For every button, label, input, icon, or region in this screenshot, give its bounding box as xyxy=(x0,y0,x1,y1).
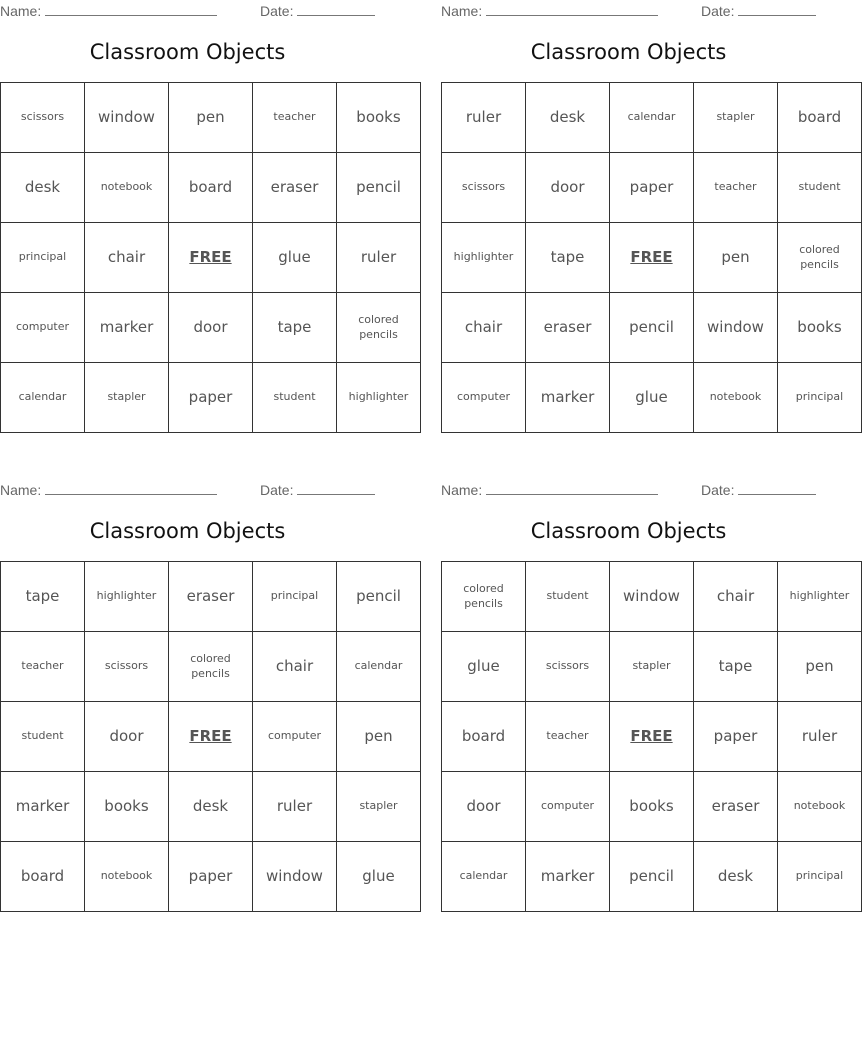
date-field xyxy=(701,481,816,498)
bingo-row xyxy=(1,153,421,223)
date-label: Date: xyxy=(701,3,735,19)
bingo-cell: glue xyxy=(253,223,337,293)
bingo-cell: tape xyxy=(1,562,85,632)
bingo-cell: principal xyxy=(778,363,862,433)
bingo-cell: board xyxy=(1,842,85,912)
bingo-cell: window xyxy=(694,293,778,363)
bingo-row xyxy=(442,153,862,223)
bingo-row xyxy=(1,293,421,363)
card-header xyxy=(0,2,375,20)
bingo-cell: calendar xyxy=(442,842,526,912)
bingo-row xyxy=(1,842,421,912)
bingo-cell: marker xyxy=(526,363,610,433)
bingo-cell: principal xyxy=(253,562,337,632)
name-blank-line xyxy=(45,481,217,495)
bingo-card-4 xyxy=(441,479,850,919)
bingo-cell: books xyxy=(610,772,694,842)
bingo-cell: calendar xyxy=(337,632,421,702)
date-field xyxy=(701,2,816,19)
bingo-grid xyxy=(441,561,862,912)
free-space: FREE xyxy=(610,223,694,293)
bingo-cell: notebook xyxy=(85,153,169,223)
bingo-cell: student xyxy=(778,153,862,223)
bingo-cell: eraser xyxy=(526,293,610,363)
bingo-cell: paper xyxy=(169,842,253,912)
bingo-cell: colored pencils xyxy=(442,562,526,632)
card-title: Classroom Objects xyxy=(530,40,727,64)
name-label: Name: xyxy=(0,482,42,498)
name-blank-line xyxy=(486,481,658,495)
bingo-cell: window xyxy=(85,83,169,153)
bingo-cell: desk xyxy=(169,772,253,842)
card-title: Classroom Objects xyxy=(530,519,727,543)
bingo-cell: chair xyxy=(85,223,169,293)
name-field xyxy=(0,481,217,498)
bingo-card-3 xyxy=(0,479,403,919)
bingo-cell: pen xyxy=(337,702,421,772)
date-blank-line xyxy=(738,2,816,16)
card-title: Classroom Objects xyxy=(89,519,286,543)
bingo-cell: tape xyxy=(253,293,337,363)
bingo-row xyxy=(1,223,421,293)
bingo-row xyxy=(1,83,421,153)
bingo-cell: pen xyxy=(694,223,778,293)
bingo-cell: highlighter xyxy=(85,562,169,632)
bingo-cell: pencil xyxy=(337,153,421,223)
bingo-cell: tape xyxy=(694,632,778,702)
bingo-cell: window xyxy=(610,562,694,632)
bingo-cell: pencil xyxy=(337,562,421,632)
bingo-cell: scissors xyxy=(1,83,85,153)
bingo-cell: stapler xyxy=(610,632,694,702)
bingo-row xyxy=(1,363,421,433)
bingo-row xyxy=(442,772,862,842)
bingo-cell: pen xyxy=(778,632,862,702)
bingo-cell: eraser xyxy=(694,772,778,842)
name-label: Name: xyxy=(441,482,483,498)
card-header xyxy=(441,2,816,20)
bingo-cell: colored pencils xyxy=(337,293,421,363)
bingo-cell: chair xyxy=(253,632,337,702)
bingo-cell: stapler xyxy=(337,772,421,842)
bingo-cell: student xyxy=(253,363,337,433)
date-blank-line xyxy=(297,481,375,495)
bingo-cell: eraser xyxy=(169,562,253,632)
bingo-cell: door xyxy=(169,293,253,363)
bingo-row xyxy=(442,632,862,702)
free-space: FREE xyxy=(169,223,253,293)
bingo-cell: marker xyxy=(85,293,169,363)
bingo-grid xyxy=(0,561,421,912)
name-label: Name: xyxy=(441,3,483,19)
bingo-cell: books xyxy=(85,772,169,842)
bingo-cell: stapler xyxy=(85,363,169,433)
bingo-row xyxy=(1,702,421,772)
free-space: FREE xyxy=(610,702,694,772)
bingo-cell: chair xyxy=(694,562,778,632)
bingo-card-2 xyxy=(441,0,844,440)
bingo-cell: calendar xyxy=(610,83,694,153)
bingo-cell: computer xyxy=(526,772,610,842)
bingo-cell: computer xyxy=(442,363,526,433)
bingo-cell: desk xyxy=(1,153,85,223)
bingo-cell: books xyxy=(778,293,862,363)
bingo-cell: principal xyxy=(778,842,862,912)
bingo-cell: highlighter xyxy=(337,363,421,433)
bingo-row xyxy=(1,562,421,632)
bingo-cell: glue xyxy=(337,842,421,912)
date-field xyxy=(260,2,375,19)
date-blank-line xyxy=(297,2,375,16)
bingo-cell: ruler xyxy=(778,702,862,772)
bingo-cell: pen xyxy=(169,83,253,153)
date-field xyxy=(260,481,375,498)
bingo-cell: computer xyxy=(1,293,85,363)
bingo-cell: board xyxy=(442,702,526,772)
date-label: Date: xyxy=(260,482,294,498)
bingo-cell: notebook xyxy=(778,772,862,842)
bingo-cell: door xyxy=(442,772,526,842)
bingo-cell: ruler xyxy=(253,772,337,842)
bingo-grid xyxy=(0,82,421,433)
name-blank-line xyxy=(45,2,217,16)
bingo-cell: colored pencils xyxy=(169,632,253,702)
bingo-row xyxy=(442,293,862,363)
bingo-cell: glue xyxy=(610,363,694,433)
bingo-cell: notebook xyxy=(85,842,169,912)
bingo-row xyxy=(442,842,862,912)
name-field xyxy=(0,2,217,19)
name-blank-line xyxy=(486,2,658,16)
bingo-row xyxy=(442,363,862,433)
name-field xyxy=(441,481,658,498)
bingo-cell: highlighter xyxy=(778,562,862,632)
bingo-cell: paper xyxy=(169,363,253,433)
bingo-cell: student xyxy=(526,562,610,632)
bingo-cell: scissors xyxy=(526,632,610,702)
bingo-cell: ruler xyxy=(337,223,421,293)
bingo-cell: books xyxy=(337,83,421,153)
bingo-cell: door xyxy=(85,702,169,772)
bingo-cell: notebook xyxy=(694,363,778,433)
date-label: Date: xyxy=(701,482,735,498)
bingo-cell: ruler xyxy=(442,83,526,153)
bingo-card-1 xyxy=(0,0,409,440)
name-label: Name: xyxy=(0,3,42,19)
bingo-cell: desk xyxy=(526,83,610,153)
bingo-row xyxy=(442,223,862,293)
bingo-cell: calendar xyxy=(1,363,85,433)
bingo-cell: colored pencils xyxy=(778,223,862,293)
bingo-cell: paper xyxy=(694,702,778,772)
bingo-grid xyxy=(441,82,862,433)
bingo-row xyxy=(442,562,862,632)
bingo-cell: paper xyxy=(610,153,694,223)
bingo-cell: teacher xyxy=(526,702,610,772)
bingo-row xyxy=(442,702,862,772)
bingo-cell: scissors xyxy=(85,632,169,702)
bingo-cell: teacher xyxy=(1,632,85,702)
date-blank-line xyxy=(738,481,816,495)
bingo-cell: marker xyxy=(526,842,610,912)
bingo-cell: student xyxy=(1,702,85,772)
bingo-cell: pencil xyxy=(610,293,694,363)
free-space: FREE xyxy=(169,702,253,772)
name-field xyxy=(441,2,658,19)
card-header xyxy=(0,481,375,499)
card-title: Classroom Objects xyxy=(89,40,286,64)
bingo-cell: stapler xyxy=(694,83,778,153)
bingo-cell: chair xyxy=(442,293,526,363)
bingo-cell: scissors xyxy=(442,153,526,223)
bingo-cell: highlighter xyxy=(442,223,526,293)
bingo-row xyxy=(1,772,421,842)
bingo-cell: principal xyxy=(1,223,85,293)
card-header xyxy=(441,481,816,499)
bingo-cell: pencil xyxy=(610,842,694,912)
bingo-cell: marker xyxy=(1,772,85,842)
bingo-cell: computer xyxy=(253,702,337,772)
bingo-row xyxy=(442,83,862,153)
date-label: Date: xyxy=(260,3,294,19)
bingo-cell: board xyxy=(778,83,862,153)
bingo-cell: tape xyxy=(526,223,610,293)
bingo-cell: teacher xyxy=(253,83,337,153)
bingo-row xyxy=(1,632,421,702)
bingo-cell: window xyxy=(253,842,337,912)
bingo-cell: eraser xyxy=(253,153,337,223)
bingo-cell: teacher xyxy=(694,153,778,223)
bingo-cell: desk xyxy=(694,842,778,912)
bingo-cell: board xyxy=(169,153,253,223)
bingo-cell: door xyxy=(526,153,610,223)
bingo-cell: glue xyxy=(442,632,526,702)
